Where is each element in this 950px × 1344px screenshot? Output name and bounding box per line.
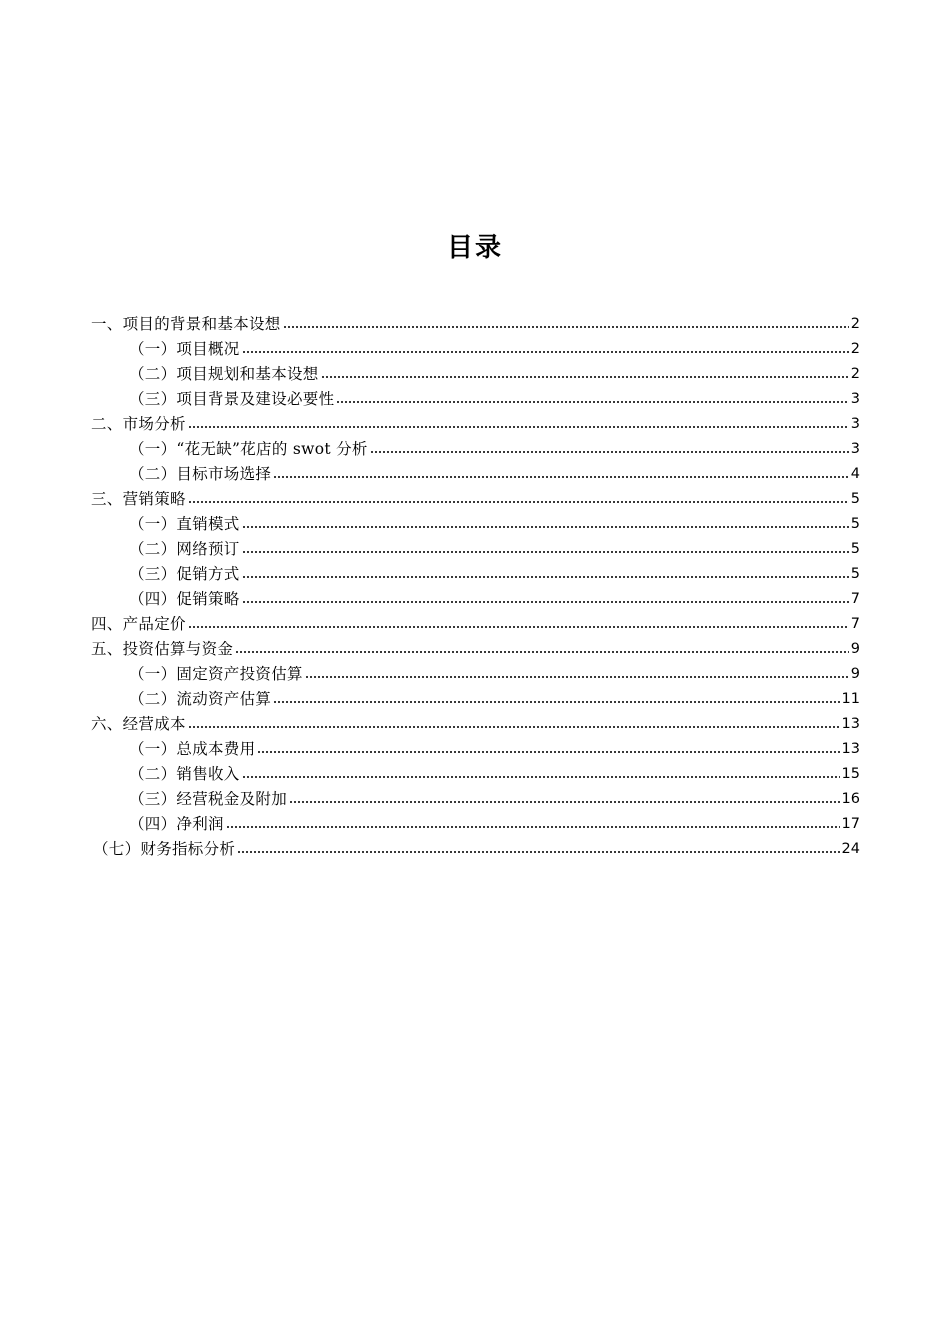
toc-entry[interactable]: [91, 587, 860, 612]
toc-entry-text: 一、项目的背景和基本设想: [91, 315, 281, 333]
toc-entry[interactable]: [91, 687, 860, 712]
toc-entry-text: 三、营销策略: [91, 490, 186, 508]
table-of-contents: [91, 312, 860, 862]
toc-entry[interactable]: [91, 837, 860, 862]
toc-page-number: 4: [850, 466, 860, 482]
toc-leader-dots: [336, 398, 848, 405]
toc-entry-text: （一）固定资产投资估算: [129, 665, 303, 683]
toc-leader-dots: [235, 648, 849, 655]
toc-entry[interactable]: [91, 337, 860, 362]
toc-page-number: 5: [850, 541, 860, 557]
toc-page-number: 7: [850, 591, 860, 607]
toc-entry-text: 六、经营成本: [91, 715, 186, 733]
toc-leader-dots: [242, 548, 849, 555]
toc-page-number: 9: [850, 666, 860, 682]
toc-leader-dots: [242, 523, 849, 530]
toc-entry[interactable]: [91, 362, 860, 387]
toc-entry-text: （三）促销方式: [129, 565, 240, 583]
toc-entry-text: （二）项目规划和基本设想: [129, 365, 319, 383]
toc-page-number: 7: [850, 616, 860, 632]
toc-leader-dots: [370, 448, 849, 455]
toc-page-number: 17: [841, 816, 860, 832]
toc-page-number: 9: [850, 641, 860, 657]
toc-leader-dots: [188, 723, 840, 730]
toc-entry-text: （三）项目背景及建设必要性: [129, 390, 335, 408]
toc-entry[interactable]: [91, 412, 860, 437]
toc-entry-text: （七）财务指标分析: [93, 840, 236, 858]
toc-page-number: 11: [841, 691, 860, 707]
toc-entry-text: （一）项目概况: [129, 340, 240, 358]
toc-entry-text: （二）目标市场选择: [129, 465, 272, 483]
toc-leader-dots: [242, 348, 849, 355]
toc-entry[interactable]: [91, 712, 860, 737]
toc-entry[interactable]: [91, 437, 860, 462]
toc-page-number: 5: [850, 516, 860, 532]
toc-leader-dots: [273, 473, 849, 480]
toc-title: 目录: [446, 233, 503, 263]
toc-entry[interactable]: [91, 812, 860, 837]
toc-page-number: 3: [850, 441, 860, 457]
toc-leader-dots: [242, 573, 849, 580]
toc-page-number: 16: [841, 791, 860, 807]
toc-entry-text: 四、产品定价: [91, 615, 186, 633]
toc-leader-dots: [188, 423, 849, 430]
toc-leader-dots: [305, 673, 849, 680]
toc-entry-text: （四）促销策略: [129, 590, 240, 608]
toc-entry-text: （二）流动资产估算: [129, 690, 272, 708]
toc-entry[interactable]: [91, 762, 860, 787]
toc-entry[interactable]: [91, 787, 860, 812]
toc-entry[interactable]: [91, 312, 860, 337]
toc-entry-text: 二、市场分析: [91, 415, 186, 433]
toc-leader-dots: [188, 498, 849, 505]
toc-entry-text: （二）销售收入: [129, 765, 240, 783]
toc-entry[interactable]: [91, 737, 860, 762]
toc-entry[interactable]: [91, 562, 860, 587]
toc-page-number: 15: [841, 766, 860, 782]
toc-leader-dots: [226, 823, 840, 830]
toc-entry[interactable]: [91, 637, 860, 662]
toc-page-number: 13: [841, 716, 860, 732]
toc-entry[interactable]: [91, 387, 860, 412]
toc-leader-dots: [242, 773, 840, 780]
toc-entry[interactable]: [91, 612, 860, 637]
toc-page-number: 3: [850, 416, 860, 432]
toc-page-number: 2: [850, 366, 860, 382]
toc-entry-text: （一）“花无缺”花店的 swot 分析: [129, 440, 368, 458]
toc-leader-dots: [188, 623, 849, 630]
toc-entry-text: （三）经营税金及附加: [129, 790, 288, 808]
toc-entry[interactable]: [91, 512, 860, 537]
toc-entry[interactable]: [91, 487, 860, 512]
toc-entry[interactable]: [91, 462, 860, 487]
toc-page-number: 3: [850, 391, 860, 407]
toc-entry-text: 五、投资估算与资金: [91, 640, 234, 658]
toc-leader-dots: [237, 848, 839, 855]
toc-leader-dots: [283, 323, 849, 330]
toc-page-number: 13: [841, 741, 860, 757]
toc-entry-text: （二）网络预订: [129, 540, 240, 558]
toc-page-number: 5: [850, 566, 860, 582]
toc-page-number: 2: [850, 316, 860, 332]
toc-page-number: 5: [850, 491, 860, 507]
toc-entry[interactable]: [91, 662, 860, 687]
toc-page-number: 24: [841, 841, 860, 857]
toc-entry[interactable]: [91, 537, 860, 562]
toc-entry-text: （一）直销模式: [129, 515, 240, 533]
toc-leader-dots: [273, 698, 839, 705]
toc-leader-dots: [242, 598, 849, 605]
toc-leader-dots: [257, 748, 839, 755]
toc-page-number: 2: [850, 341, 860, 357]
toc-leader-dots: [321, 373, 849, 380]
toc-leader-dots: [289, 798, 840, 805]
toc-entry-text: （一）总成本费用: [129, 740, 256, 758]
toc-entry-text: （四）净利润: [129, 815, 224, 833]
